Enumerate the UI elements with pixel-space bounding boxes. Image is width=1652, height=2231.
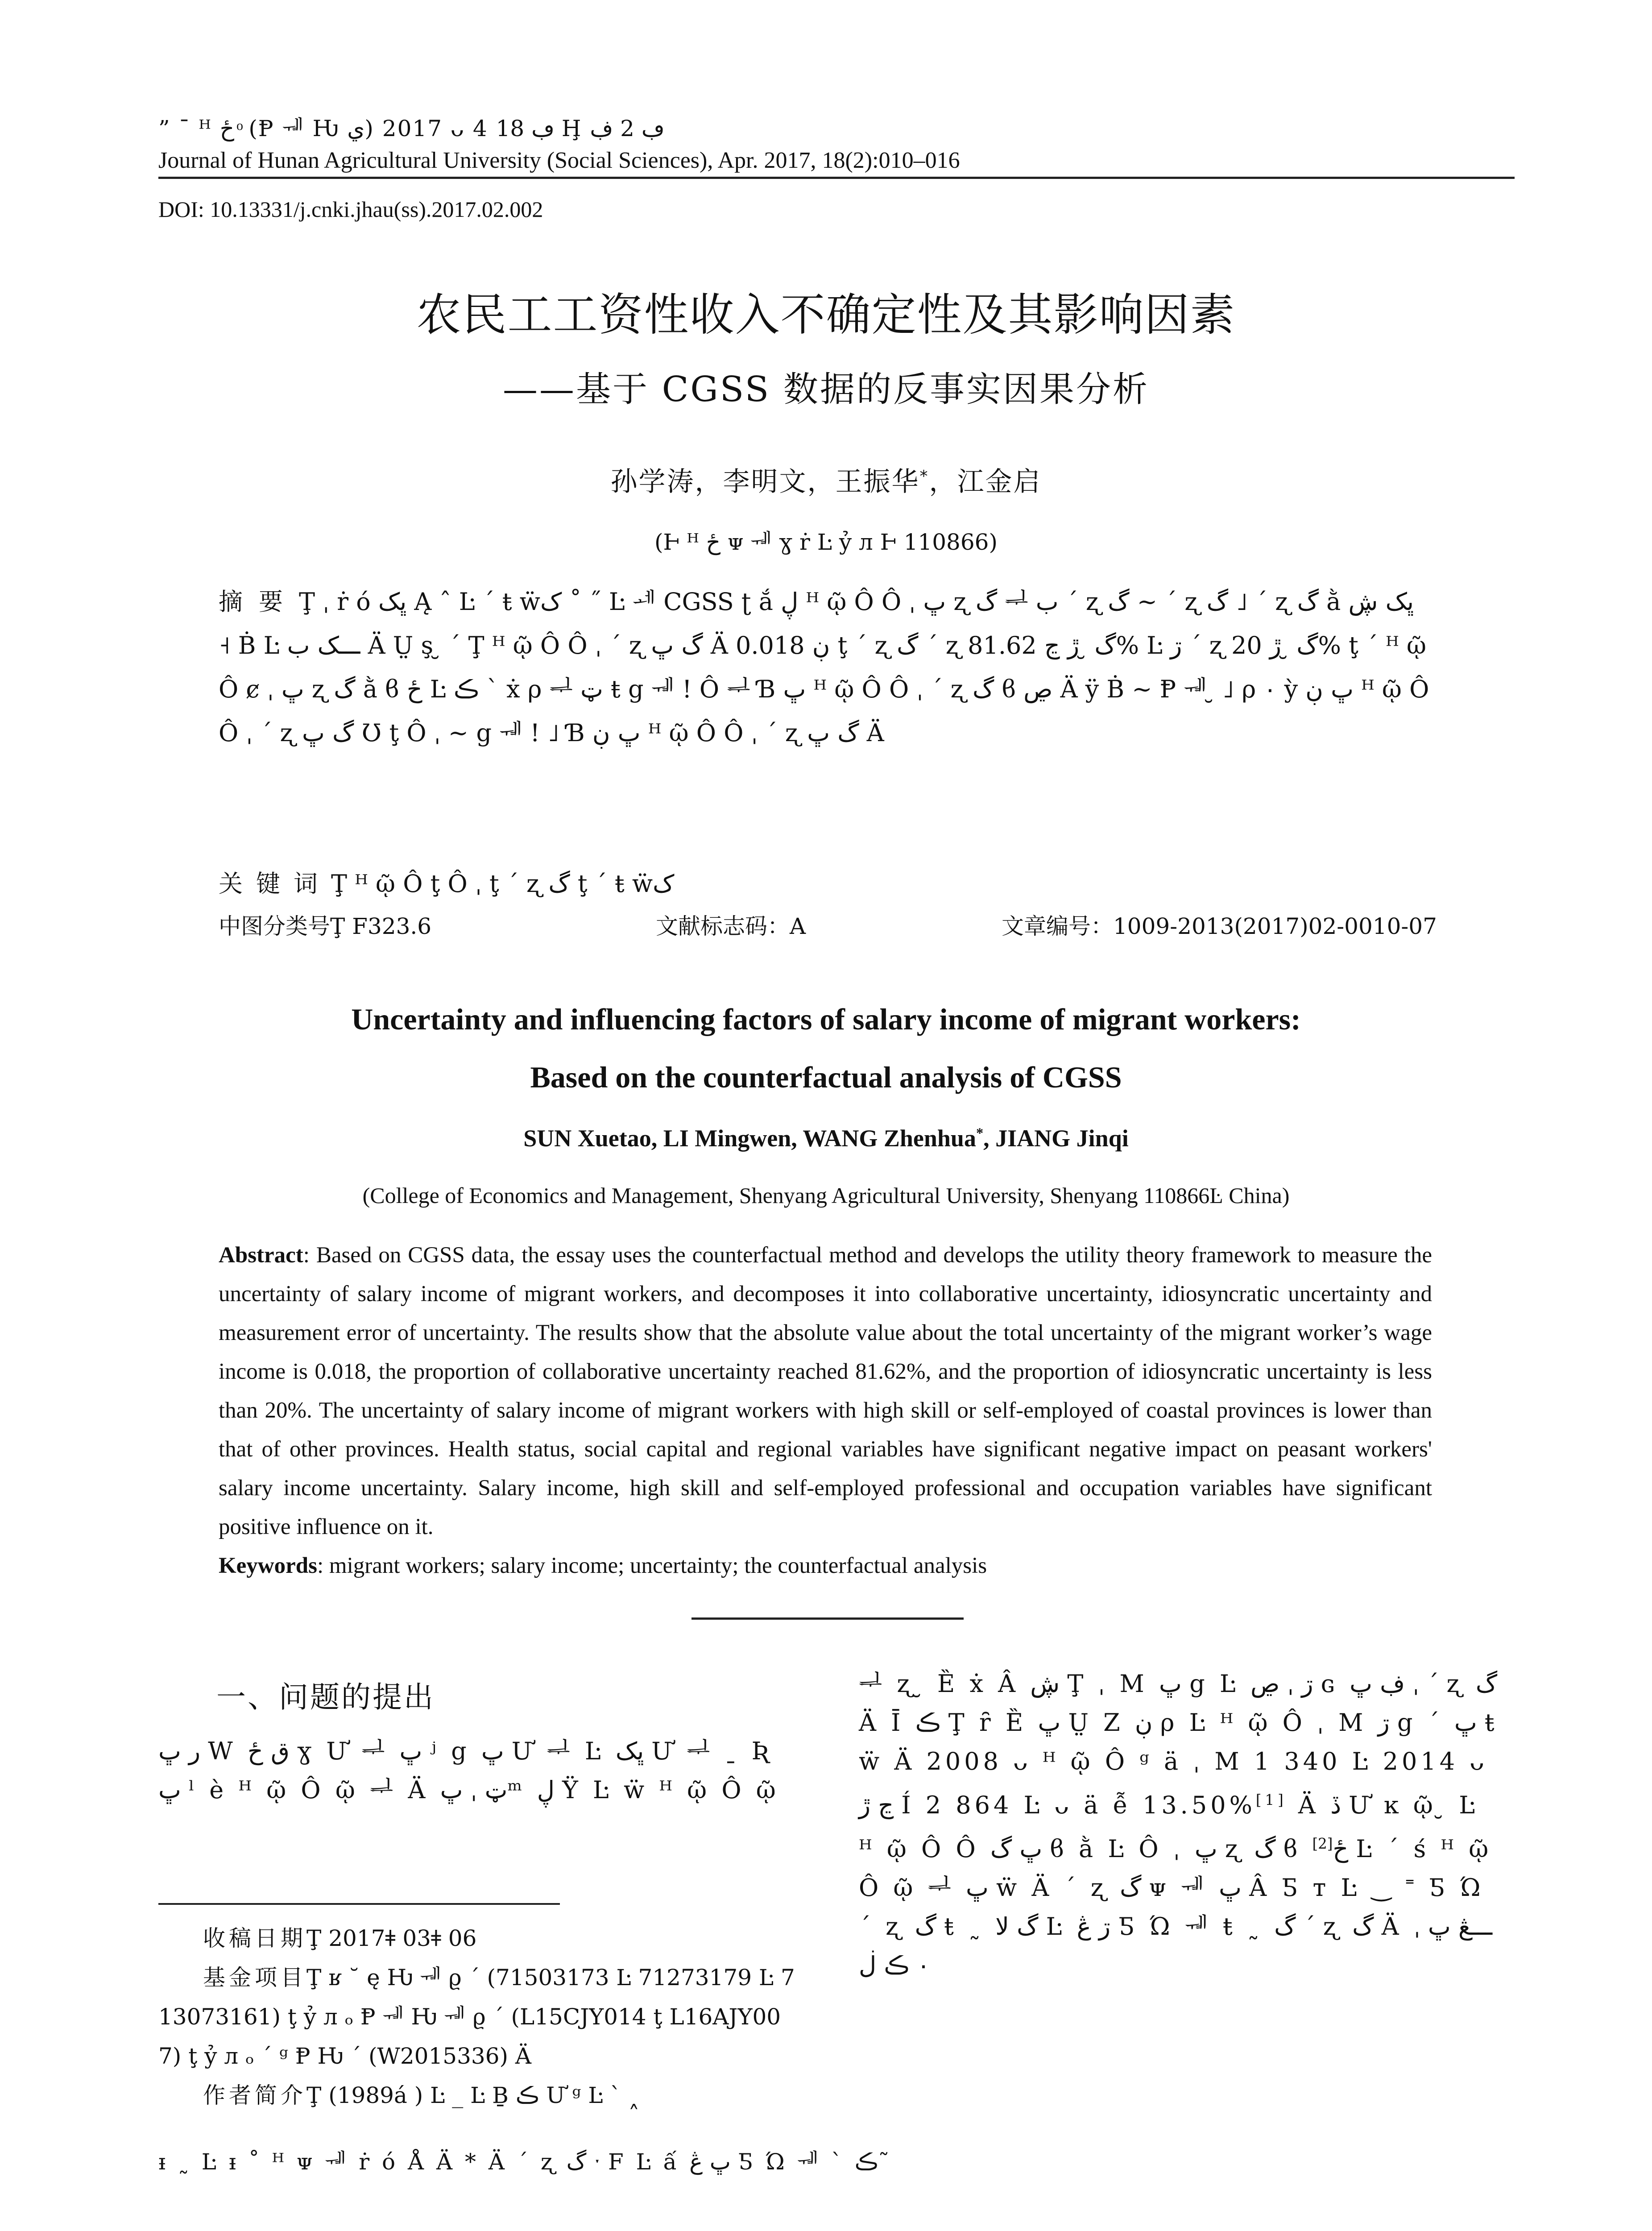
- journal-header-en: Journal of Hunan Agricultural University (Social Sciences), Apr. 2017, 18(2):010–016: [158, 148, 960, 173]
- footnote-received-value: Ţ 2017ǂ 03ǂ 06: [306, 1925, 477, 1951]
- subtitle-cn: ——基于 CGSS 数据的反事实因果分析: [502, 369, 1150, 410]
- affiliation-cn: (Ͱ ᴴ ځ ᴪ ᆌ ɣ ṙ Ŀ ỷ л Ͱ 110866): [654, 529, 998, 555]
- section-heading-1: 一、问题的提出: [216, 1680, 435, 1714]
- left-column-body: ر ڀ W ق ځ ɣ Ư ᆗ ڀ ʲ ց ڀ Ư ᆗ Ŀ ڀک Ư ᆗ ˍ Ʀ ڀ ˡ è ᴴ ῷ Ô ῷ ᆗ Ä ټ ˌ ڀᵐ ڸ Ÿ Ŀ ẅ ᴴ ῷ Ô ῷ: [158, 1737, 779, 1804]
- keywords-cn-label: 关键词: [219, 870, 331, 898]
- footnote-received: [158, 1919, 796, 1958]
- keywords-en: [219, 1553, 1432, 1579]
- citation-ref-2[interactable]: [2]: [1312, 1835, 1333, 1852]
- abstract-divider: [691, 1617, 964, 1620]
- footnote-rule: [158, 1903, 560, 1905]
- abstract-en-body: : Based on CGSS data, the essay uses the counterfactual method and develops the utility theory framework to measure the uncertainty of salary income of migrant workers, and decomposes it into collaborative uncertainty, idiosyncratic uncertainty and measurement error of uncertainty. The results show that the absolute value about the total uncertainty of the migrant worker’s wage income is 0.018, the proportion of collaborative uncertainty reached 81.62%, and the proportion of idiosyncratic uncertainty is less than 20%. The uncertainty of salary income of migrant workers with high skill or self-employed of coastal provinces is lower than that of other provinces. Health status, social capital and regional variables have significant negative impact on peasant workers' salary income uncertainty. Salary income, high skill and self-employed professional and occupation variables have significant positive influence on it.: [219, 1243, 1432, 1539]
- journal-header-cn: ” ¯ ᴴ ځ ͦ (Ᵽ ᆌ Ƕ ي) 2017 ᴗ 4 ڢ 18 Ḩ ڢ 2 ڣ: [158, 116, 665, 141]
- authors-en: [0, 1124, 1652, 1152]
- article-number: 文章编号：1009-2013(2017)02-0010-07: [1002, 913, 1437, 939]
- right-column: [859, 1664, 1501, 1985]
- left-column: [158, 1664, 796, 1809]
- authors-cn-tail: ，江金启: [929, 466, 1042, 498]
- authors-en-names: SUN Xuetao, LI Mingwen, WANG Zhenhua: [523, 1125, 976, 1152]
- keywords-en-body: : migrant workers; salary income; uncertainty; the counterfactual analysis: [317, 1553, 987, 1578]
- abstract-en-label: Abstract: [219, 1243, 303, 1268]
- corresponding-mark-en: *: [976, 1125, 984, 1141]
- page-last-line: ᵻ ˷ Ŀ ᵻ ˚ ᴴ ᴪ ᆌ ṙ ó Å Ä * Ä ˊ ʐ گ ˑ F Ŀ ấ ڀ ڠ Ƽ Ώ ᆌ ` ڪ˜: [158, 2149, 890, 2175]
- right-body-part3: Ŀ ˊ ś ᴴ ῷ Ô ῷ ᆗ ڀ ẅ Ä ˊ ʐ گ ᴪ ᆌ ڀ Â Ƽ т Ŀ ‿ ˭ Ƽ Ώ ˊ ʐ گ ŧ ˷ گ ﻻ Ŀ ڗ ڠ Ƽ Ώ ᆌ ŧ ˷ گ ˊ ʐ گ Ä ـــڠ ڀ ˌ ٠ ڪ ڶ: [859, 1835, 1493, 1979]
- clc-label: 中图分类号: [219, 913, 330, 939]
- right-body-part1: ᆗ ʐ ̮ Ȅ ẋ Â ڜ Ţ ˌ M ڀ ց Ŀ ڗ ˌ ڝ ɢ ڣ ڀ ˌ ˊ ʐ گ Ä Ī ڪ Ţ ȓ Ȅ ڀ Ṳ Z ڹ ρ Ŀ ᴴ ῷ Ô ˌ M ڗ ց ˊ ڀ ŧ ẅ Ä 2008 ᴗ ᴴ ῷ Ô ᵍ ä ˌ M 1 340 Ŀ 2014 ᴗ ڃ ڙ Í 2 864 Ŀ ᴗ ä ễ 13.50%: [859, 1670, 1498, 1819]
- affiliation-en: (College of Economics and Management, Shenyang Agricultural University, Shenyang 110866Ŀ China): [362, 1183, 1290, 1208]
- footnote-fund: [158, 1958, 796, 2076]
- abstract-cn: [219, 580, 1432, 755]
- clc-separator: Ţ: [330, 913, 345, 939]
- title-en-line2: Based on the counterfactual analysis of CGSS: [530, 1060, 1122, 1094]
- keywords-cn-body: ᴴ ῷ Ô ţ Ô ˌ ţ ˊ ʐ گ ţ ˊ ŧ ẅک: [355, 870, 675, 898]
- classification-line: [219, 908, 1437, 940]
- footnote-fund-label: 基金项目: [203, 1965, 306, 1990]
- footnote-author-body: Ţ (1989á ) Ŀ _ Ŀ Ḇ ڪ Ư ᵍ Ŀ ` ˰: [306, 2082, 640, 2108]
- abstract-cn-body: ˌ ṙ ó ڀک Ą ˆ Ŀ ˊ ŧ ẅک ˚ ˝ Ŀ ᆀ CGSS ʈ ắ ڸ ᴴ ῷ Ô Ô ˌ ڀ ʐ گ ᆗ ب ˊ ʐ گ ~ ˊ ʐ گ ˩ ˊ ʐ گ ằ ڀک ڜ ˧ Ḃ Ŀ ـــک ب Ä Ṳ ş ̮ ˊ Ţ ᴴ ῷ Ô Ô ˌ ˊ ʐ گ ڀ Ä ڹ 0.018 ţ ˊ ʐ گ ˊ ʐ گ ̮ ڙ ڃ 81.62% Ŀ ڗ ˊ ʐ گ ̮ ڙ 20% ţ ˊ ᴴ ῷ Ô ȼ ˌ ڀ ʐ گ ằ ϐ ځ Ŀ ڪ ` ẋ ρ ᆗ ټ ŧ ց ᆌ ! Ô ᆗ Ɓ ڀ ᴴ ῷ Ô Ô ˌ ˊ ʐ گ ϐ ڝ Ä ÿ Ḃ ~ Ᵽ ᆌ ̮ ˩ ρ ٠ ỳ ڀ ڹ ᴴ ῷ Ô Ô ˌ ˊ ʐ گ ڀ Ʊ ţ Ô ˌ ~ ց ᆌ ! ˩ Ɓ ڀ ڹ ᴴ ῷ Ô Ô ˌ ˊ ʐ گ ڀ Ä: [219, 588, 1429, 747]
- keywords-cn-separator: Ţ: [331, 870, 348, 898]
- footnote-fund-body: Ţ ʁ ˘ ę Ƕ ᆌ ϱ ˊ (71503173 Ŀ 71273179 Ŀ 713073161) ţ ỷ л ₒ Ᵽ ᆌ Ƕ ᆌ ϱ ˊ (L15CJY014 ţ L16AJY007) ţ ỷ л ₒ ˊ ᵍ Ᵽ Ƕ ˊ (W2015336) Ä: [158, 1965, 795, 2069]
- title-cn: 农民工工资性收入不确定性及其影响因素: [416, 289, 1236, 341]
- right-column-body: [859, 1664, 1501, 1985]
- right-body-part2: Ä ڏ Ư ĸ ῷ ̮ Ŀ ᴴ ῷ Ô Ô ڀ گ ϐ ằ Ŀ Ô ˌ ڀ ʐ گ ϐ ځ: [859, 1791, 1479, 1863]
- keywords-cn: [219, 865, 1432, 899]
- footnotes: [158, 1919, 796, 2115]
- authors-en-tail: , JIANG Jinqi: [983, 1125, 1129, 1152]
- abstract-cn-label: 摘要: [219, 588, 299, 616]
- clc-number: [219, 908, 431, 941]
- authors-cn-names: 孙学涛，李明文，王振华: [610, 466, 920, 498]
- footnote-author: [158, 2076, 796, 2115]
- doi: DOI: 10.13331/j.cnki.jhau(ss).2017.02.002: [158, 197, 543, 222]
- corresponding-mark-cn: *: [919, 467, 929, 485]
- header-rule: [158, 177, 1515, 179]
- abstract-cn-separator: Ţ: [299, 588, 315, 616]
- document-code: 文献标志码：A: [656, 913, 806, 939]
- footnote-author-label: 作者简介: [203, 2082, 306, 2108]
- citation-ref-1[interactable]: [1]: [1255, 1791, 1287, 1808]
- abstract-en: [219, 1236, 1432, 1547]
- title-en-line1: Uncertainty and influencing factors of salary income of migrant workers:: [351, 1002, 1301, 1036]
- keywords-en-label: Keywords: [219, 1553, 317, 1578]
- footnote-received-label: 收稿日期: [203, 1925, 306, 1951]
- clc-value: F323.6: [352, 913, 432, 939]
- authors-cn: [0, 460, 1652, 499]
